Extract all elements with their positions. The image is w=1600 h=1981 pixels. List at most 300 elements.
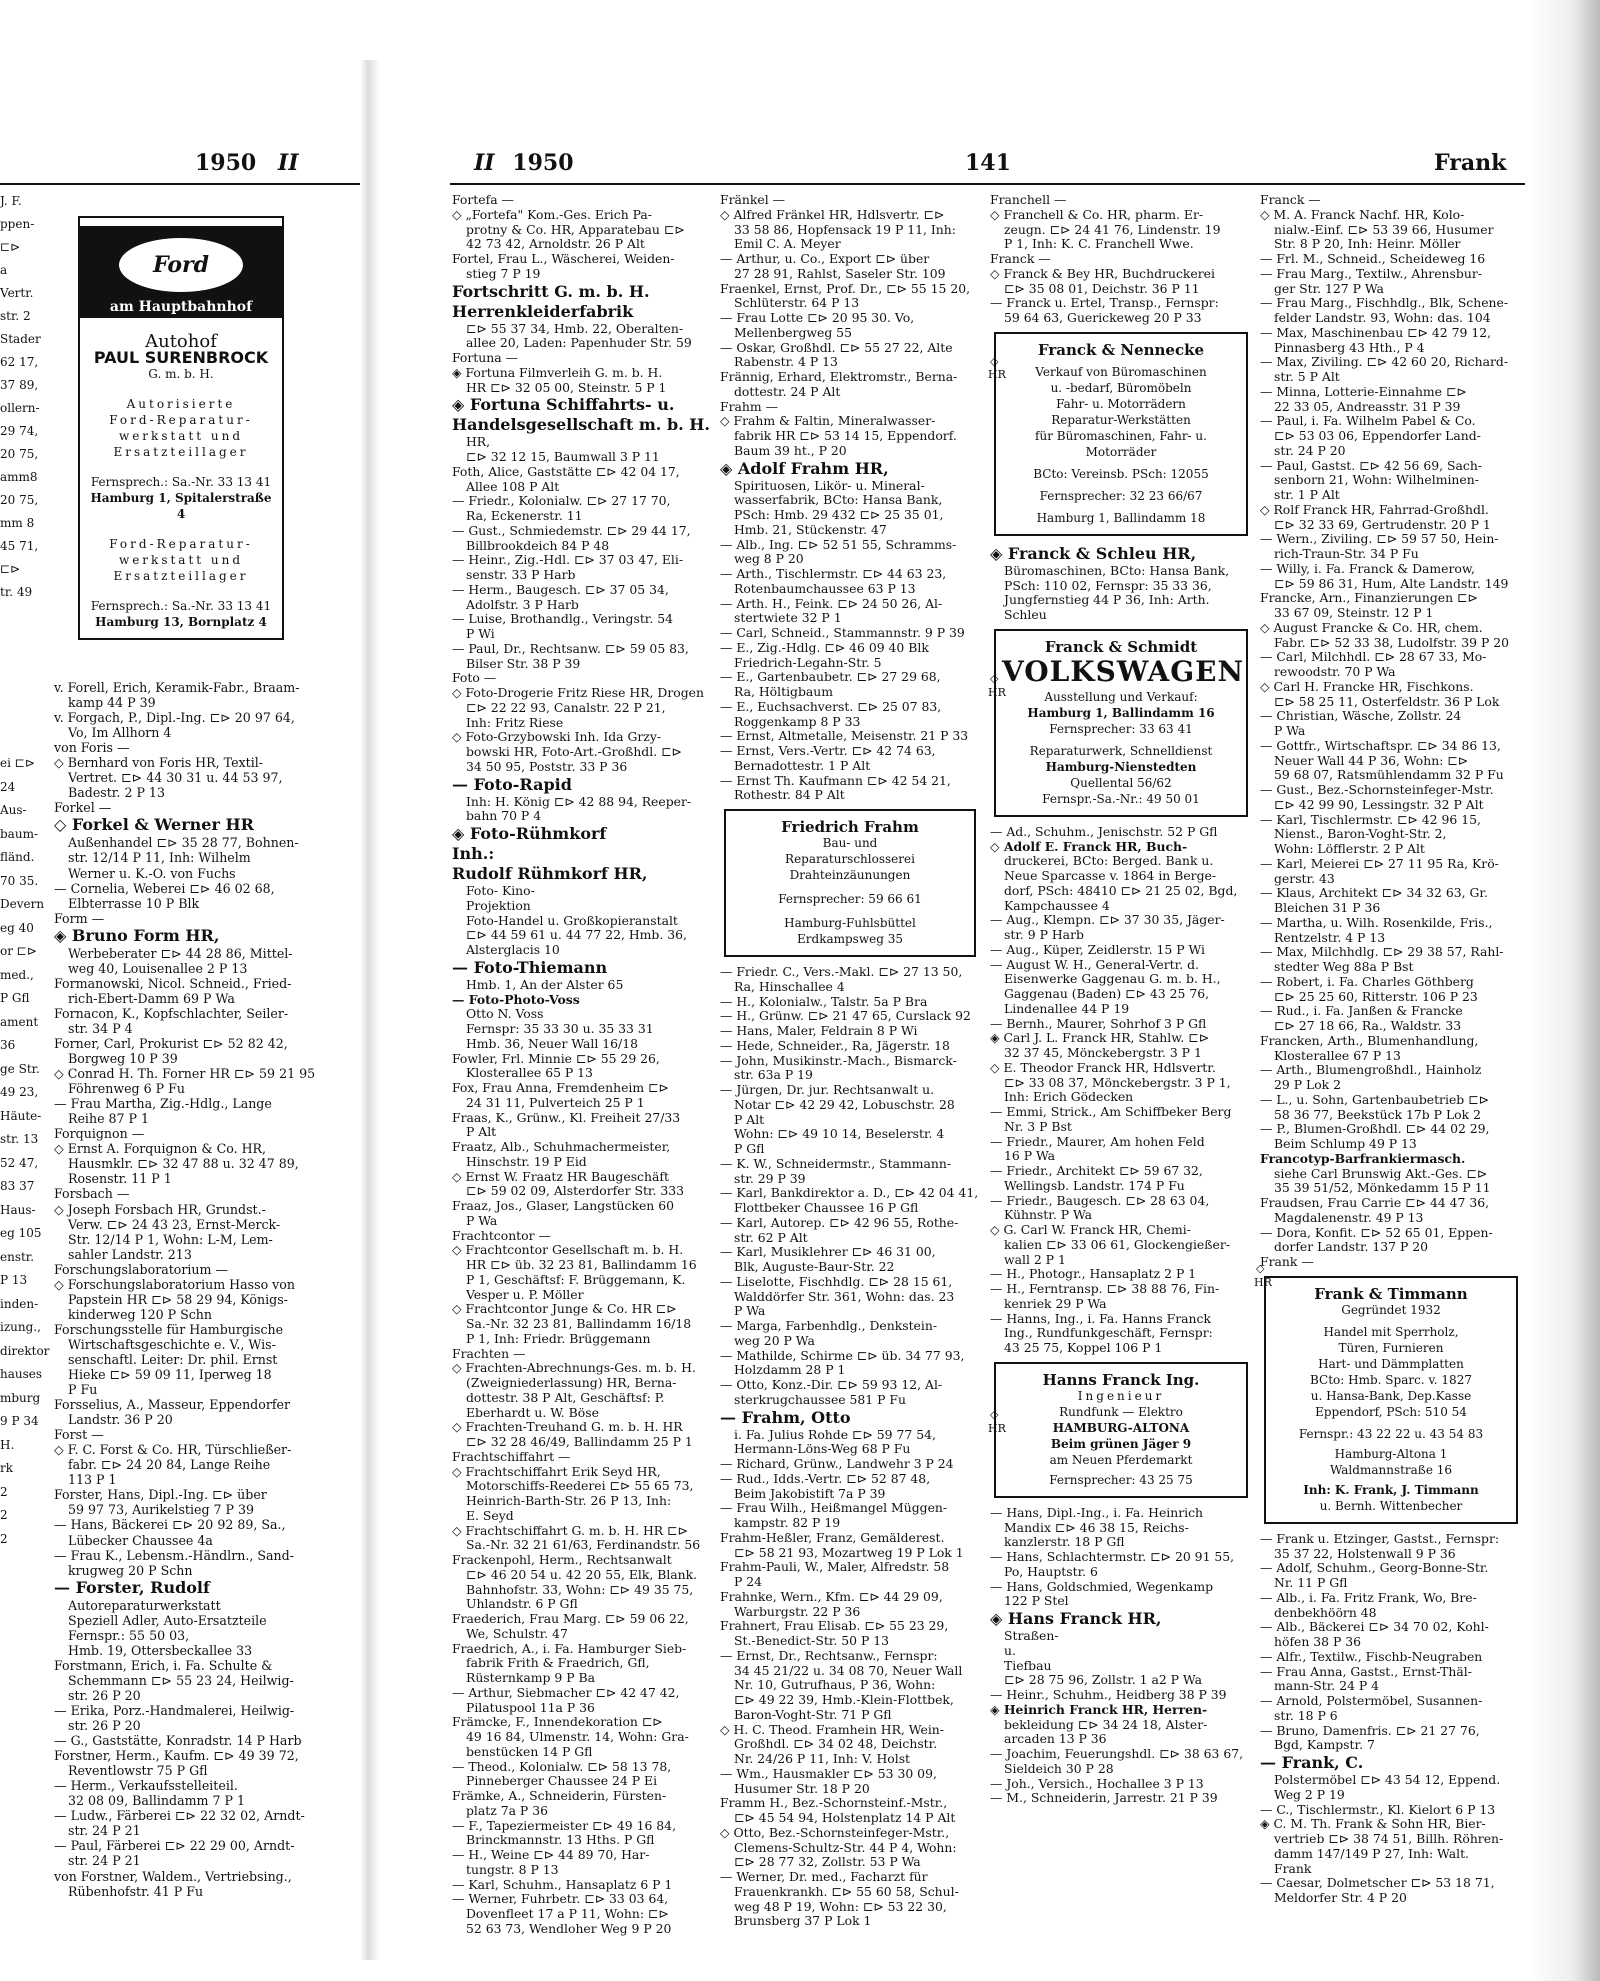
listing-line: Papstein HR ⊏⊳ 58 29 94, Königs- xyxy=(68,1291,288,1307)
listing-line: ◇ F. C. Forst & Co. HR, Türschließer- xyxy=(54,1442,292,1458)
fragment-text: 29 74, xyxy=(0,424,39,438)
listing-column-1 xyxy=(452,193,712,1937)
fragment-text: Devern xyxy=(0,897,45,911)
listing-line: Billbrookdeich 84 P 48 xyxy=(466,537,610,553)
listing-line: 52 63 73, Wendloher Weg 9 P 20 xyxy=(466,1920,672,1936)
fragment-text: 45 71, xyxy=(0,539,39,553)
listing-line: Bleichen 31 P 36 xyxy=(1274,900,1381,915)
listing-line: Francken, Arth., Blumenhandlung, xyxy=(1260,1032,1479,1048)
fragment-text: inden- xyxy=(0,1296,39,1311)
listing-line: Fränkel — xyxy=(720,192,786,207)
listing-line: Dovenfleet 17 a P 11, Wohn: ⊏⊳ xyxy=(466,1906,669,1921)
listing-line: ⊏⊳ 28 75 96, Zollstr. 1 a2 P Wa xyxy=(1004,1672,1202,1688)
listing-line: Po, Hauptstr. 6 xyxy=(1004,1563,1098,1579)
listing-line: Frackenpohl, Herm., Rechtsanwalt xyxy=(452,1552,672,1567)
listing-line: Bgd, Kampstr. 7 xyxy=(1274,1737,1375,1753)
listing-line: — Marga, Farbenhdlg., Denkstein- xyxy=(720,1318,938,1333)
listing-line: Uhlandstr. 6 P Gfl xyxy=(466,1596,578,1612)
listing-line: Flottbeker Chaussee 16 P Gfl xyxy=(734,1200,919,1215)
listing-line: Sieldeich 30 P 28 xyxy=(1004,1760,1114,1776)
listing-line: P Alt xyxy=(734,1111,765,1127)
listing-line: damm 147/149 P 27, Inh: Walt. xyxy=(1274,1845,1469,1861)
ad-hanns-franck xyxy=(994,1362,1248,1498)
listing-line: rich-Traun-Str. 34 P Fu xyxy=(1274,546,1419,561)
listing-line: — Hans, Bäckerei ⊏⊳ 20 92 89, Sa., xyxy=(54,1517,286,1533)
listing-line: Vesper u. P. Möller xyxy=(466,1286,584,1302)
listing-line: Frank — xyxy=(1260,1254,1314,1269)
fragment-text: 70 35. xyxy=(0,873,39,888)
listing-line: P Gfl xyxy=(734,1141,765,1156)
listing-line: sterkrugchaussee 581 P Fu xyxy=(734,1391,906,1407)
listing-line: str. 18 P 6 xyxy=(1274,1707,1338,1723)
listing-line: Frahnke, Wern., Kfm. ⊏⊳ 44 29 09, xyxy=(720,1588,943,1604)
listing-line: Werner u. K.-O. von Fuchs xyxy=(68,865,236,881)
page-edge-shadow xyxy=(1530,0,1600,1981)
ad-hanns-l5: am Neuen Pferdemarkt xyxy=(1049,1452,1193,1467)
listing-line: Baron-Voght-Str. 71 P Gfl xyxy=(734,1706,892,1722)
ad-schmidt-brand: VOLKSWAGEN xyxy=(1002,654,1245,688)
listing-line: — Herm., Verkaufsstelleiteil. xyxy=(54,1778,238,1794)
listing-line: nialw.-Einf. ⊏⊳ 53 39 66, Husumer xyxy=(1274,221,1494,237)
side-mark-7: ◇ xyxy=(1256,1262,1265,1275)
ad-ford-band: am Hauptbahnhof xyxy=(109,299,253,315)
listing-line: — Frau Marg., Fischhdlg., Blk, Schene- xyxy=(1260,295,1509,311)
listing-line: Rudolf Rühmkorf HR, xyxy=(452,864,648,883)
listing-line: 16 P Wa xyxy=(1004,1148,1056,1164)
listing-line: dorf, PSch: 48410 ⊏⊳ 21 25 02, Bgd, xyxy=(1004,882,1238,898)
fragment-text: ollern- xyxy=(0,401,40,415)
fragment-text: ament xyxy=(0,1014,39,1029)
listing-line: — Ernst Th. Kaufmann ⊏⊳ 42 54 21, xyxy=(720,772,951,788)
listing-line: — Caesar, Dolmetscher ⊏⊳ 53 18 71, xyxy=(1260,1875,1495,1891)
listing-line: Forstmann, Erich, i. Fa. Schulte & xyxy=(54,1657,273,1673)
listing-line: Spirituosen, Likör- u. Mineral- xyxy=(734,477,925,493)
listing-line: felder Landstr. 93, Wohn: das. 104 xyxy=(1274,310,1491,325)
fragment-text: izung., xyxy=(0,1320,41,1334)
ad-schmidt-l3: Fernsprecher: 33 63 41 xyxy=(1049,721,1193,736)
listing-line: ⊏⊳ 28 77 32, Zollstr. 53 P Wa xyxy=(734,1854,921,1870)
listing-line: Vertret. ⊏⊳ 44 30 31 u. 44 53 97, xyxy=(68,770,283,786)
listing-line: Nr. 10, Gutrufhaus, P 36, Wohn: xyxy=(734,1677,936,1693)
listing-line: 42 73 42, Arnoldstr. 26 P Alt xyxy=(466,236,645,252)
listing-line: ⊏⊳ 58 21 93, Mozartweg 19 P Lok 1 xyxy=(734,1544,964,1560)
listing-line: Fabr. ⊏⊳ 52 33 38, Ludolfstr. 39 P 20 xyxy=(1274,634,1510,650)
ad-timmann-phone: Fernspr.: 43 22 22 u. 43 54 83 xyxy=(1298,1426,1484,1441)
listing-line: Baum 39 ht., P 20 xyxy=(734,442,847,458)
fragment-text: Häute- xyxy=(0,1108,42,1123)
fragment-text: eg 40 xyxy=(0,920,34,935)
listing-line: — Hede, Schneider., Ra, Jägerstr. 18 xyxy=(720,1037,950,1053)
listing-line: Adolfstr. 3 P Harb xyxy=(466,596,579,612)
listing-line: ◇ August Francke & Co. HR, chem. xyxy=(1260,619,1483,635)
listing-line: Rübenhofstr. 41 P Fu xyxy=(68,1883,204,1899)
listing-line: — Jürgen, Dr. jur. Rechtsanwalt u. xyxy=(720,1082,935,1097)
listing-line: str. 29 P 39 xyxy=(734,1170,806,1186)
listing-line: 33 67 09, Steinstr. 12 P 1 xyxy=(1274,605,1434,620)
ad-timmann-l7: Eppendorf, PSch: 510 54 xyxy=(1315,1404,1467,1419)
listing-line: 59 68 07, Ratsmühlendamm 32 P Fu xyxy=(1274,767,1504,783)
listing-line: Friedrich-Legahn-Str. 5 xyxy=(734,654,882,670)
listing-line: v. Forell, Erich, Keramik-Fabr., Braam- xyxy=(54,680,300,695)
listing-line: — Hanns, Ing., i. Fa. Hanns Franck xyxy=(990,1310,1211,1326)
listing-line: — John, Musikinstr.-Mach., Bismarck- xyxy=(720,1052,957,1068)
listing-line: Bilser Str. 38 P 39 xyxy=(466,655,581,671)
listing-line: kalien ⊏⊳ 33 06 61, Glockengießer- xyxy=(1004,1236,1230,1252)
ad-nennecke-title: Franck & Nennecke xyxy=(1037,340,1205,359)
listing-line: Eberhardt u. W. Böse xyxy=(466,1404,599,1420)
listing-line: P 1, Inh: Friedr. Brüggemann xyxy=(466,1330,651,1346)
fragment-text: med., xyxy=(0,967,34,982)
listing-line: St.-Benedict-Str. 50 P 13 xyxy=(734,1633,889,1648)
listing-line: weg 48 P 19, Wohn: ⊏⊳ 53 22 30, xyxy=(734,1898,947,1914)
listing-line: str. 62 P Alt xyxy=(734,1229,808,1245)
listing-line: platz 7a P 36 xyxy=(466,1802,548,1818)
listing-line: 43 25 75, Koppel 106 P 1 xyxy=(1004,1340,1163,1355)
listing-line: ◇ Frachtcontor Gesellschaft m. b. H. xyxy=(452,1242,684,1258)
fragment-text: J. F. xyxy=(0,194,22,208)
listing-line: fabrik HR ⊏⊳ 53 14 15, Eppendorf. xyxy=(734,428,957,443)
fragment-text: a xyxy=(0,263,8,277)
listing-line: ⊏⊳ 22 22 93, Canalstr. 22 P 21, xyxy=(466,699,666,715)
ad-ford-addr1: Hamburg 1, Spitalerstraße 4 xyxy=(90,491,272,521)
listing-line: — Hans, Schlachtermstr. ⊏⊳ 20 91 55, xyxy=(990,1549,1235,1564)
listing-line: Franck — xyxy=(990,251,1051,266)
listing-line: kamp 44 P 39 xyxy=(68,695,156,711)
listing-line: Polstermöbel ⊏⊳ 43 54 12, Eppend. xyxy=(1274,1772,1501,1787)
listing-line: Beim Jakobistift 7a P 39 xyxy=(734,1485,886,1501)
listing-line: ⊏⊳ 32 33 69, Gertrudenstr. 20 P 1 xyxy=(1274,516,1491,532)
ad-ford-desc1: Autorisierte xyxy=(126,397,236,411)
listing-line: str. 12/14 P 11, Inh: Wilhelm xyxy=(68,850,251,866)
listing-line: ◇ G. Carl W. Franck HR, Chemi- xyxy=(990,1222,1191,1237)
listing-line: Klosterallee 67 P 13 xyxy=(1274,1047,1401,1063)
listing-line: ◈ Bruno Form HR, xyxy=(54,925,220,945)
listing-line: Weg 2 P 19 xyxy=(1274,1786,1345,1802)
listing-line: stieg 7 P 19 xyxy=(466,265,541,281)
listing-line: 22 33 05, Andreasstr. 31 P 39 xyxy=(1274,398,1461,414)
listing-line: — Frank, C. xyxy=(1260,1753,1364,1772)
listing-line: — Mathilde, Schirme ⊏⊳ üb. 34 77 93, xyxy=(720,1347,965,1363)
listing-line: Schlüterstr. 64 P 13 xyxy=(734,295,860,311)
ad-frahm-l3: Drahteinzäunungen xyxy=(789,868,911,882)
listing-line: — August W. H., General-Vertr. d. xyxy=(990,956,1199,972)
listing-line: — Frau Wilh., Heißmangel Müggen- xyxy=(720,1500,948,1516)
listing-line: ◈ Adolf Frahm HR, xyxy=(720,458,889,478)
listing-line: HR ⊏⊳ 32 05 00, Steinstr. 5 P 1 xyxy=(466,379,667,395)
listing-line: Fortel, Frau L., Wäscherei, Weiden- xyxy=(452,251,675,266)
ad-schmidt-l5: Hamburg-Nienstedten xyxy=(1045,759,1197,774)
ad-ford-autohof xyxy=(78,216,284,640)
listing-line: Fraas, K., Grünw., Kl. Freiheit 27/33 xyxy=(452,1109,681,1125)
ad-ford-addr2: Hamburg 13, Bornplatz 4 xyxy=(95,615,267,629)
listing-line: — Aug., Klempn. ⊏⊳ 37 30 35, Jäger- xyxy=(990,912,1225,928)
ad-timmann-l9: Waldmannstraße 16 xyxy=(1329,1462,1453,1477)
listing-column-2 xyxy=(720,193,980,1929)
listing-line: Fraedrich, A., i. Fa. Hamburger Sieb- xyxy=(452,1640,687,1656)
listing-line: ◈ Fortuna Filmverleih G. m. b. H. xyxy=(452,364,663,380)
ad-nennecke-l7: BCto: Vereinsb. PSch: 12055 xyxy=(1033,466,1209,481)
listing-line: Sa.-Nr. 32 21 61/63, Ferdinandstr. 56 xyxy=(466,1537,701,1553)
listing-line: ◈ Carl J. L. Franck HR, Stahlw. ⊏⊳ xyxy=(990,1030,1210,1046)
listing-line: Warburgstr. 22 P 36 xyxy=(734,1603,861,1619)
listing-line: ⊏⊳ 58 25 11, Osterfeldstr. 36 P Lok xyxy=(1274,693,1500,709)
listing-line: kampstr. 82 P 19 xyxy=(734,1515,841,1530)
listing-line: ◈ Heinrich Franck HR, Herren- xyxy=(990,1701,1208,1717)
listing-line: Fraaz, Jos., Glaser, Langstücken 60 xyxy=(452,1198,674,1213)
listing-line: — H., Grünw. ⊏⊳ 21 47 65, Curslack 92 xyxy=(720,1008,971,1024)
ad-schmidt-l6: Quellental 56/62 xyxy=(1070,775,1172,790)
listing-line: ⊏⊳ 46 20 54 u. 42 20 55, Elk, Blank. xyxy=(466,1566,698,1582)
listing-line: allee 20, Laden: Papenhuder Str. 59 xyxy=(466,335,692,351)
listing-line: Jungfernstieg 44 P 36, Inh: Arth. xyxy=(1004,592,1210,608)
ad-ford-desc3: werkstatt und xyxy=(118,429,244,443)
listing-line: Blk, Auguste-Baur-Str. 22 xyxy=(734,1259,895,1274)
fragment-text: P Gfl xyxy=(0,991,30,1005)
listing-line: str. 5 P Alt xyxy=(1274,369,1340,384)
listing-line: 32 37 45, Mönckebergstr. 3 P 1 xyxy=(1004,1045,1202,1060)
listing-line: ⊏⊳ 44 59 61 u. 44 77 22, Hmb. 36, xyxy=(466,927,687,943)
listing-line: ◇ M. A. Franck Nachf. HR, Kolo- xyxy=(1260,206,1465,222)
listing-line: Großhdl. ⊏⊳ 34 02 48, Deichstr. xyxy=(734,1736,938,1752)
listing-line: Brunsberg 37 P Lok 1 xyxy=(734,1913,872,1929)
listing-line: Formanowski, Nicol. Schneid., Fried- xyxy=(54,975,292,991)
fragment-text: 2 xyxy=(0,1531,8,1546)
listing-line: — Alb., Bäckerei ⊏⊳ 34 70 02, Kohl- xyxy=(1260,1619,1489,1635)
listing-line: Pinnasberg 43 Hth., P 4 xyxy=(1274,339,1425,355)
listing-line: — Robert, i. Fa. Charles Göthberg xyxy=(1260,973,1474,989)
listing-line: Straßen- xyxy=(1004,1628,1059,1643)
listing-line: ⊏⊳ 55 37 34, Hmb. 22, Oberalten- xyxy=(466,320,684,336)
listing-line: Fernspr.: 55 50 03, xyxy=(68,1627,190,1643)
listing-line: — Frl. M., Schneid., Scheideweg 16 xyxy=(1260,251,1486,266)
listing-line: Wohn: Löfflerstr. 2 P Alt xyxy=(1274,841,1425,856)
listing-line: — Oskar, Großhdl. ⊏⊳ 55 27 22, Alte xyxy=(720,339,953,355)
listing-line: Nr. 11 P Gfl xyxy=(1274,1575,1348,1590)
listing-line: Speziell Adler, Auto-Ersatzteile xyxy=(68,1612,267,1628)
listing-line: Alsterglacis 10 xyxy=(466,942,560,957)
listing-line: ◇ Bernhard von Foris HR, Textil- xyxy=(54,755,264,771)
ad-timmann-l10: Inh: K. Frank, J. Timmann xyxy=(1303,1482,1479,1497)
fragment-text: or ⊏⊳ xyxy=(0,944,37,958)
listing-line: Frank xyxy=(1274,1860,1312,1876)
listing-line: HR, xyxy=(466,434,491,450)
listing-line: Rotenbaumchaussee 63 P 13 xyxy=(734,580,916,596)
listing-line: 113 P 1 xyxy=(68,1472,117,1488)
fragment-text: 24 xyxy=(0,779,16,794)
listing-line: — Rud., Idds.-Vertr. ⊏⊳ 52 87 48, xyxy=(720,1470,931,1486)
fragment-text: 20 75, xyxy=(0,447,39,461)
listing-line: P Wa xyxy=(466,1212,498,1228)
listing-line: Foto-Handel u. Großkopieranstalt xyxy=(466,912,678,928)
ad-timmann-l4: Hart- und Dämmplatten xyxy=(1318,1356,1464,1371)
listing-line: ◇ Frachtschiffahrt Erik Seyd HR, xyxy=(452,1463,661,1479)
listing-line: Pinneberger Chaussee 24 P Ei xyxy=(466,1773,658,1789)
listing-line: dorfer Landstr. 137 P 20 xyxy=(1274,1239,1429,1255)
listing-line: Elbterrasse 10 P Blk xyxy=(68,895,200,911)
listing-line: ◈ Foto-Rühmkorf xyxy=(452,824,607,843)
ad-schmidt-l4: Reparaturwerk, Schnelldienst xyxy=(1029,743,1213,758)
listing-line: Foth, Alice, Gaststätte ⊏⊳ 42 04 17, xyxy=(452,463,680,479)
listing-line: — Friedr., Maurer, Am hohen Feld xyxy=(990,1133,1205,1149)
listing-line: str. 26 P 20 xyxy=(68,1687,141,1703)
listing-line: — Frau Lotte ⊏⊳ 20 95 30. Vo, xyxy=(720,310,915,325)
fragment-text: 52 47, xyxy=(0,1155,39,1170)
listing-line: Brinckmannstr. 13 Hths. P Gfl xyxy=(466,1832,655,1848)
ad-schmidt-l2: Hamburg 1, Ballindamm 16 xyxy=(1027,705,1215,720)
listing-line: — Friedr., Architekt ⊏⊳ 59 67 32, xyxy=(990,1163,1203,1178)
listing-line: Fortefa — xyxy=(452,192,514,207)
listing-line: — Joachim, Feuerungshdl. ⊏⊳ 38 63 67, xyxy=(990,1746,1244,1761)
ad-timmann-l11: u. Bernh. Wittenbecher xyxy=(1319,1498,1463,1513)
listing-line: — Joh., Versich., Hochallee 3 P 13 xyxy=(990,1775,1204,1791)
listing-line: — F., Tapeziermeister ⊏⊳ 49 16 84, xyxy=(452,1817,677,1833)
fragment-text: str. 13 xyxy=(0,1132,39,1146)
listing-line: von Foris — xyxy=(54,740,130,756)
side-mark-8: HR xyxy=(1254,1276,1272,1289)
listing-line: Autoreparaturwerkstatt xyxy=(68,1597,221,1613)
listing-line: — Ernst, Dr., Rechtsanw., Fernspr: xyxy=(720,1647,938,1663)
ad-ford-desc6: werkstatt und xyxy=(118,553,244,567)
listing-line: — Paul, i. Fa. Wilhelm Pabel & Co. xyxy=(1260,413,1476,429)
ad-nennecke-phone: Fernsprecher: 32 23 66/67 xyxy=(1039,488,1203,503)
fragment-text: Vertr. xyxy=(0,286,34,300)
listing-line: Fraudsen, Frau Carrie ⊏⊳ 44 47 36, xyxy=(1260,1195,1490,1210)
listing-line: dottestr. 24 P Alt xyxy=(734,383,841,399)
listing-line: — Minna, Lotterie-Einnahme ⊏⊳ xyxy=(1260,383,1467,399)
listing-line: — Herm., Baugesch. ⊏⊳ 37 05 34, xyxy=(452,581,669,597)
listing-line: Fraatz, Alb., Schuhmachermeister, xyxy=(452,1139,671,1154)
listing-line: — Alb., Ing. ⊏⊳ 52 51 55, Schramms- xyxy=(720,536,957,552)
listing-line: Inh: H. König ⊏⊳ 42 88 94, Reeper- xyxy=(466,793,692,809)
listing-line: — Friedr., Baugesch. ⊏⊳ 28 63 04, xyxy=(990,1192,1210,1208)
listing-line: ⊏⊳ 53 03 06, Eppendorfer Land- xyxy=(1274,428,1481,443)
listing-line: siehe Carl Brunswig Akt.-Ges. ⊏⊳ xyxy=(1274,1165,1488,1181)
listing-line: — K. W., Schneidermstr., Stammann- xyxy=(720,1155,952,1171)
listing-line: Allee 108 P Alt xyxy=(466,478,560,494)
listing-line: ger Str. 127 P Wa xyxy=(1274,280,1384,296)
listing-line: — Liselotte, Fischhdlg. ⊏⊳ 28 15 61, xyxy=(720,1273,953,1289)
listing-line: fabrik Frith & Fraedrich, Gfl, xyxy=(466,1655,650,1671)
listing-line: ⊏⊳ 42 99 90, Lessingstr. 32 P Alt xyxy=(1274,796,1484,812)
listing-line: — Max, Maschinenbau ⊏⊳ 42 79 12, xyxy=(1260,324,1492,340)
listing-line: ◇ Adolf E. Franck HR, Buch- xyxy=(990,838,1188,854)
listing-line: Pilatuspool 11a P 36 xyxy=(466,1699,595,1715)
listing-line: Bernadottestr. 1 P Alt xyxy=(734,757,871,773)
listing-line: Ra, Höltigbaum xyxy=(734,684,834,699)
listing-line: P 24 xyxy=(734,1574,763,1589)
fragment-text: 9 P 34 xyxy=(0,1414,39,1428)
ad-schmidt-l1: Ausstellung und Verkauf: xyxy=(1044,689,1198,704)
listing-line: Rüsternkamp 9 P Ba xyxy=(466,1670,595,1685)
listing-line: — Frau K., Lebensm.-Händlrn., Sand- xyxy=(54,1547,294,1563)
listing-line: — Luise, Brothandlg., Veringstr. 54 xyxy=(452,611,674,627)
fragment-text: str. 2 xyxy=(0,309,31,323)
listing-line: protny & Co. HR, Apparatebau ⊏⊳ xyxy=(466,221,685,237)
listing-line: kenriek 29 P Wa xyxy=(1004,1295,1107,1311)
ad-ford-company: PAUL SURENBROCK xyxy=(93,348,269,367)
listing-line: ◇ Foto-Drogerie Fritz Riese HR, Drogen xyxy=(452,685,704,700)
ad-frahm-phone: Fernsprecher: 59 66 61 xyxy=(778,892,922,906)
listing-line: Lübecker Chaussee 4a xyxy=(68,1532,213,1548)
listing-line: Forquignon — xyxy=(54,1126,145,1142)
listing-line: weg 8 P 20 xyxy=(734,551,804,567)
listing-line: 122 P Stel xyxy=(1004,1593,1069,1609)
listing-line: — Arth. H., Feink. ⊏⊳ 24 50 26, Al- xyxy=(720,595,943,611)
listing-line: Außenhandel ⊏⊳ 35 28 77, Bohnen- xyxy=(68,835,299,851)
listing-line: — Ludw., Färberei ⊏⊳ 22 32 02, Arndt- xyxy=(54,1808,305,1824)
listing-line: — Arthur, Siebmacher ⊏⊳ 42 47 42, xyxy=(452,1684,680,1700)
fragment-text: mburg xyxy=(0,1390,41,1405)
listing-line: Notar ⊏⊳ 42 29 42, Lobuschstr. 28 xyxy=(734,1096,955,1112)
listing-line: druckerei, BCto: Berged. Bank u. xyxy=(1004,853,1214,869)
listing-line: ◈ Hans Franck HR, xyxy=(990,1609,1162,1628)
listing-line: ◇ Conrad H. Th. Forner HR ⊏⊳ 59 21 95 xyxy=(54,1066,316,1082)
fragment-text: ⊏⊳ xyxy=(0,562,21,576)
listing-line: Inh: Erich Gödecken xyxy=(1004,1089,1134,1105)
fragment-text: ei ⊏⊳ xyxy=(0,756,35,770)
ad-timmann-l8: Hamburg-Altona 1 xyxy=(1334,1446,1448,1461)
listing-line: Främke, A., Schneiderin, Fürsten- xyxy=(452,1788,667,1803)
listing-line: ◇ Ernst W. Fraatz HR Baugeschäft xyxy=(452,1168,669,1184)
listing-line: P Fu xyxy=(68,1382,98,1398)
listing-line: dottestr. 38 P Alt, Geschäftsf: P. xyxy=(466,1389,665,1405)
fragment-text: amm8 xyxy=(0,470,38,484)
ad-hanns-title: Hanns Franck Ing. xyxy=(1042,1370,1200,1389)
listing-line: Främcke, F., Innendekoration ⊏⊳ xyxy=(452,1714,663,1730)
ad-ford-desc5: Ford-Reparatur- xyxy=(109,537,253,551)
listing-line: tungstr. 8 P 13 xyxy=(466,1861,559,1877)
listing-line: — Paul, Färberei ⊏⊳ 22 29 00, Arndt- xyxy=(54,1838,295,1854)
listing-line: ◇ Ernst A. Forquignon & Co. HR, xyxy=(54,1141,267,1157)
fragment-text: 83 37 xyxy=(0,1179,35,1193)
listing-line: str. 34 P 4 xyxy=(68,1020,133,1036)
listing-line: — Arth., Tischlermstr. ⊏⊳ 44 63 23, xyxy=(720,566,947,581)
listing-line: 34 50 95, Poststr. 33 P 36 xyxy=(466,758,628,774)
listing-line: Nienst., Baron-Voght-Str. 2, xyxy=(1274,826,1447,842)
listing-line: Frahnert, Frau Elisab. ⊏⊳ 55 23 29, xyxy=(720,1618,949,1634)
listing-line: arcaden 13 P 36 xyxy=(1004,1731,1107,1747)
listing-line: Forsselius, A., Masseur, Eppendorfer xyxy=(54,1397,290,1413)
listing-line: Clemens-Schultz-Str. 44 P 4, Wohn: xyxy=(734,1839,957,1855)
listing-line: — Otto, Konz.-Dir. ⊏⊳ 59 93 12, Al- xyxy=(720,1377,943,1392)
listing-line: — P., Blumen-Großhdl. ⊏⊳ 44 02 29, xyxy=(1260,1121,1490,1137)
listing-line: Francotyp-Barfrankiermasch. xyxy=(1260,1150,1466,1166)
ad-nennecke-l6: Motorräder xyxy=(1085,444,1157,459)
listing-line: Hmb. 1, An der Alster 65 xyxy=(466,976,624,992)
listing-line: — Richard, Grünw., Landwehr 3 P 24 xyxy=(720,1456,954,1471)
listing-line: — Hans, Goldschmied, Wegenkamp xyxy=(990,1578,1214,1594)
listing-line: — Adolf, Schuhm., Georg-Bonne-Str. xyxy=(1260,1560,1489,1576)
ad-nennecke-l3: Fahr- u. Motorrädern xyxy=(1056,396,1186,411)
left-header-volume: II xyxy=(277,150,299,176)
listing-line: u. xyxy=(1004,1642,1016,1658)
listing-line: 32 08 09, Ballindamm 7 P 1 xyxy=(68,1793,246,1809)
listing-line: 33 58 86, Hopfensack 19 P 11, Inh: xyxy=(734,221,956,237)
listing-line: — Frau Anna, Gastst., Ernst-Thäl- xyxy=(1260,1663,1472,1679)
listing-line: P Wi xyxy=(466,626,495,641)
listing-line: str. 24 P 21 xyxy=(68,1853,141,1869)
listing-line: 27 28 91, Rahlst, Saseler Str. 109 xyxy=(734,265,946,281)
listing-line: — Christian, Wäsche, Zollstr. 24 xyxy=(1260,708,1462,724)
listing-line: benstücken 14 P Gfl xyxy=(466,1743,593,1759)
listing-line: senschaftl. Leiter: Dr. phil. Ernst xyxy=(68,1351,278,1367)
listing-line: Forst — xyxy=(54,1427,104,1443)
listing-line: Föhrenweg 6 P Fu xyxy=(68,1081,185,1097)
listing-line: ◇ Frachtschiffahrt G. m. b. H. HR ⊏⊳ xyxy=(452,1522,688,1538)
ad-hanns-l3: HAMBURG-ALTONA xyxy=(1052,1420,1190,1435)
listing-line: — Bernh., Maurer, Sohrhof 3 P Gfl xyxy=(990,1015,1207,1031)
fragment-text: ⊏⊳ xyxy=(0,240,21,254)
